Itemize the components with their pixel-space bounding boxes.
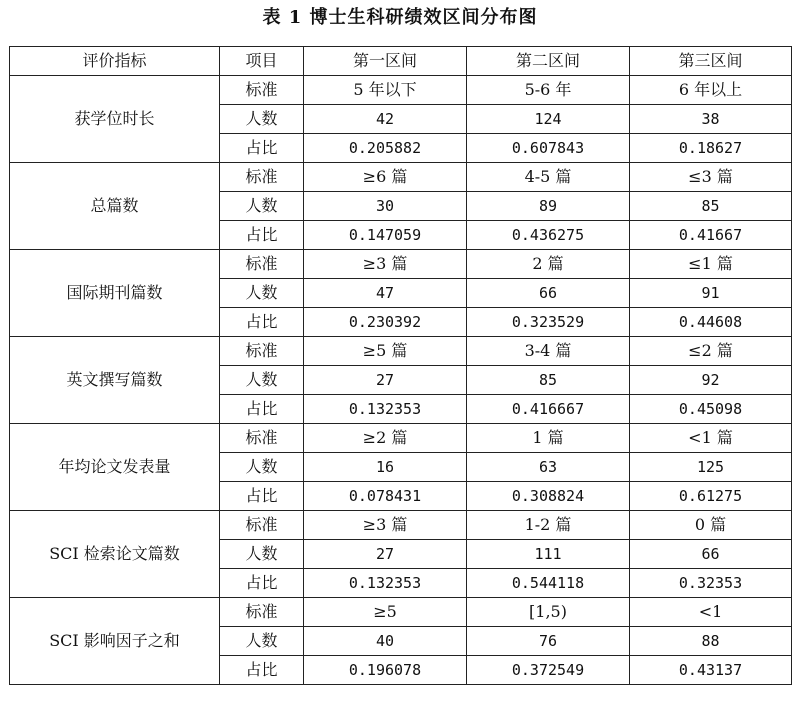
interval-3-value-cell: <1 篇	[630, 424, 792, 453]
interval-2-value-cell: [1,5)	[467, 598, 630, 627]
interval-1-value-cell: ≥5 篇	[304, 337, 467, 366]
interval-2-value-cell: 85	[467, 366, 630, 395]
table-row-standard	[10, 76, 792, 105]
item-cell: 占比	[220, 569, 304, 598]
interval-3-value-cell: 0.44608	[630, 308, 792, 337]
metric-cell: SCI 检索论文篇数	[10, 511, 220, 598]
item-cell: 占比	[220, 221, 304, 250]
interval-1-value-cell: 0.205882	[304, 134, 467, 163]
interval-2-value-cell: 1-2 篇	[467, 511, 630, 540]
interval-2-value-cell: 0.308824	[467, 482, 630, 511]
interval-3-value-cell: 125	[630, 453, 792, 482]
interval-3-value-cell: 91	[630, 279, 792, 308]
interval-3-value-cell: 0 篇	[630, 511, 792, 540]
interval-3-value-cell: 85	[630, 192, 792, 221]
interval-1-value-cell: 0.147059	[304, 221, 467, 250]
table-body	[10, 76, 792, 685]
header-interval-1: 第一区间	[304, 47, 467, 76]
interval-2-value-cell: 66	[467, 279, 630, 308]
item-cell: 占比	[220, 134, 304, 163]
item-cell: 人数	[220, 453, 304, 482]
interval-3-value-cell: 0.61275	[630, 482, 792, 511]
performance-distribution-table	[9, 46, 792, 685]
interval-2-value-cell: 0.323529	[467, 308, 630, 337]
item-cell: 标准	[220, 163, 304, 192]
item-cell: 标准	[220, 250, 304, 279]
item-cell: 人数	[220, 105, 304, 134]
interval-2-value-cell: 4-5 篇	[467, 163, 630, 192]
interval-3-value-cell: <1	[630, 598, 792, 627]
item-cell: 标准	[220, 511, 304, 540]
interval-1-value-cell: 16	[304, 453, 467, 482]
interval-3-value-cell: 88	[630, 627, 792, 656]
interval-3-value-cell: 0.32353	[630, 569, 792, 598]
item-cell: 人数	[220, 192, 304, 221]
metric-cell: 获学位时长	[10, 76, 220, 163]
item-cell: 人数	[220, 279, 304, 308]
table-caption: 表 1 博士生科研绩效区间分布图	[262, 7, 538, 28]
table-row-standard	[10, 163, 792, 192]
interval-1-value-cell: 47	[304, 279, 467, 308]
header-item: 项目	[220, 47, 304, 76]
interval-1-value-cell: ≥3 篇	[304, 250, 467, 279]
item-cell: 人数	[220, 627, 304, 656]
interval-1-value-cell: 0.196078	[304, 656, 467, 685]
item-cell: 标准	[220, 337, 304, 366]
metric-cell: 英文撰写篇数	[10, 337, 220, 424]
interval-1-value-cell: 0.132353	[304, 569, 467, 598]
interval-1-value-cell: 27	[304, 540, 467, 569]
interval-3-value-cell: 0.41667	[630, 221, 792, 250]
table-row-standard	[10, 424, 792, 453]
interval-1-value-cell: ≥6 篇	[304, 163, 467, 192]
interval-3-value-cell: 0.43137	[630, 656, 792, 685]
item-cell: 占比	[220, 395, 304, 424]
table-row-standard	[10, 250, 792, 279]
table-row-standard	[10, 598, 792, 627]
metric-cell: 年均论文发表量	[10, 424, 220, 511]
interval-2-value-cell: 89	[467, 192, 630, 221]
item-cell: 占比	[220, 308, 304, 337]
header-metric: 评价指标	[10, 47, 220, 76]
interval-2-value-cell: 0.544118	[467, 569, 630, 598]
interval-2-value-cell: 0.372549	[467, 656, 630, 685]
item-cell: 标准	[220, 76, 304, 105]
table-row-standard	[10, 337, 792, 366]
interval-1-value-cell: ≥3 篇	[304, 511, 467, 540]
interval-2-value-cell: 63	[467, 453, 630, 482]
item-cell: 人数	[220, 540, 304, 569]
interval-2-value-cell: 5-6 年	[467, 76, 630, 105]
interval-3-value-cell: 0.45098	[630, 395, 792, 424]
interval-2-value-cell: 2 篇	[467, 250, 630, 279]
table-row-standard	[10, 511, 792, 540]
interval-1-value-cell: 42	[304, 105, 467, 134]
interval-3-value-cell: ≤2 篇	[630, 337, 792, 366]
metric-cell: SCI 影响因子之和	[10, 598, 220, 685]
interval-2-value-cell: 0.607843	[467, 134, 630, 163]
interval-3-value-cell: ≤1 篇	[630, 250, 792, 279]
interval-2-value-cell: 0.416667	[467, 395, 630, 424]
interval-2-value-cell: 124	[467, 105, 630, 134]
interval-1-value-cell: ≥5	[304, 598, 467, 627]
interval-3-value-cell: 92	[630, 366, 792, 395]
interval-1-value-cell: ≥2 篇	[304, 424, 467, 453]
header-interval-3: 第三区间	[630, 47, 792, 76]
item-cell: 人数	[220, 366, 304, 395]
interval-1-value-cell: 30	[304, 192, 467, 221]
interval-3-value-cell: 38	[630, 105, 792, 134]
interval-3-value-cell: 66	[630, 540, 792, 569]
metric-cell: 总篇数	[10, 163, 220, 250]
interval-2-value-cell: 1 篇	[467, 424, 630, 453]
header-interval-2: 第二区间	[467, 47, 630, 76]
interval-3-value-cell: 6 年以上	[630, 76, 792, 105]
item-cell: 标准	[220, 598, 304, 627]
interval-2-value-cell: 76	[467, 627, 630, 656]
metric-cell: 国际期刊篇数	[10, 250, 220, 337]
interval-1-value-cell: 5 年以下	[304, 76, 467, 105]
interval-2-value-cell: 0.436275	[467, 221, 630, 250]
interval-3-value-cell: ≤3 篇	[630, 163, 792, 192]
interval-1-value-cell: 0.078431	[304, 482, 467, 511]
item-cell: 占比	[220, 482, 304, 511]
item-cell: 标准	[220, 424, 304, 453]
item-cell: 占比	[220, 656, 304, 685]
interval-1-value-cell: 0.230392	[304, 308, 467, 337]
interval-1-value-cell: 0.132353	[304, 395, 467, 424]
interval-1-value-cell: 40	[304, 627, 467, 656]
interval-2-value-cell: 111	[467, 540, 630, 569]
interval-3-value-cell: 0.18627	[630, 134, 792, 163]
header-row	[10, 47, 792, 76]
interval-1-value-cell: 27	[304, 366, 467, 395]
interval-2-value-cell: 3-4 篇	[467, 337, 630, 366]
